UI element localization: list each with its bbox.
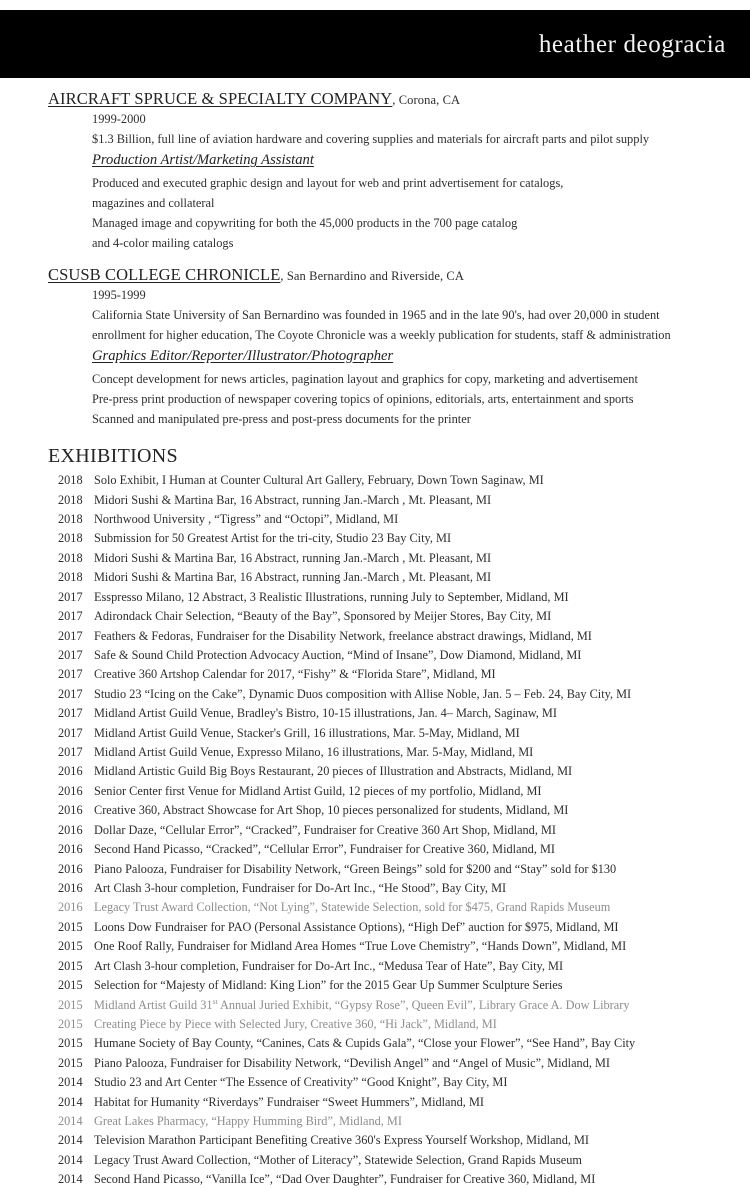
exhibition-year: 2016 — [58, 803, 83, 818]
exhibition-row — [58, 529, 750, 548]
exhibition-row — [58, 1151, 750, 1170]
exhibition-year: 2017 — [58, 628, 83, 643]
exhibition-year: 2016 — [58, 842, 83, 857]
exhibition-description: Safe & Sound Child Protection Advocacy Auction, “Mind of Insane”, Dow Diamond, Midland, MI — [94, 647, 582, 662]
exhibition-year: 2018 — [58, 492, 83, 507]
exhibition-row — [58, 801, 750, 820]
exhibition-description: Creative 360, Abstract Showcase for Art Shop, 10 pieces personalized for students, Midland, MI — [94, 803, 569, 818]
experience-entry-csusb-chronicle — [0, 264, 750, 430]
exhibition-year: 2017 — [58, 609, 83, 624]
job-bullet: and 4-color mailing catalogs — [92, 236, 234, 251]
exhibition-description: Midori Sushi & Martina Bar, 16 Abstract, running Jan.-March , Mt. Pleasant, MI — [94, 570, 492, 585]
exhibition-description: Second Hand Picasso, “Vanilla Ice”, “Dad Over Daughter”, Fundraiser for Creative 360, Midland, MI — [94, 1172, 596, 1187]
job-bullet: Pre-press print production of newspaper covering topics of opinions, editorials, arts, entertainment and sports — [92, 391, 634, 406]
exhibition-row — [58, 1054, 750, 1073]
exhibition-year: 2014 — [58, 1133, 83, 1148]
exhibition-description: Loons Dow Fundraiser for PAO (Personal Assistance Options), “High Def” auction for $975, Midland, MI — [94, 919, 619, 934]
resume-owner-name: heather deogracia — [538, 30, 726, 58]
exhibition-description: Art Clash 3-hour completion, Fundraiser for Do-Art Inc., “He Stood”, Bay City, MI — [94, 880, 507, 895]
job-bullet: Scanned and manipulated pre-press and post-press documents for the printer — [92, 412, 471, 427]
exhibition-description: Piano Palooza, Fundraiser for Disability Network, “Green Beings” sold for $200 and “Stay” sold for $130 — [94, 861, 617, 876]
exhibition-row — [58, 665, 750, 684]
resume-body — [0, 78, 750, 1190]
exhibition-description: Habitat for Humanity “Riverdays” Fundraiser “Sweet Hummers”, Midland, MI — [94, 1094, 484, 1109]
exhibition-row — [58, 743, 750, 762]
exhibition-year: 2014 — [58, 1152, 83, 1167]
job-dates: 1995-1999 — [92, 287, 146, 302]
exhibition-row — [58, 1170, 750, 1189]
exhibition-description: Creative 360 Artshop Calendar for 2017, “Fishy” & “Florida Stare”, Midland, MI — [94, 667, 496, 682]
exhibition-year: 2017 — [58, 589, 83, 604]
job-summary: California State University of San Bernardino was founded in 1965 and in the late 90's, had over 20,000 in student — [92, 307, 660, 322]
exhibition-description: Midori Sushi & Martina Bar, 16 Abstract, running Jan.-March , Mt. Pleasant, MI — [94, 550, 492, 565]
exhibition-year: 2015 — [58, 919, 83, 934]
exhibitions-list — [0, 471, 750, 1190]
exhibition-description: Midori Sushi & Martina Bar, 16 Abstract, running Jan.-March , Mt. Pleasant, MI — [94, 492, 492, 507]
job-detail-lines — [0, 285, 750, 429]
exhibition-row — [58, 782, 750, 801]
exhibition-row — [58, 821, 750, 840]
exhibition-description: Solo Exhibit, I Human at Counter Cultural Art Gallery, February, Down Town Saginaw, MI — [94, 473, 544, 488]
exhibition-row — [58, 976, 750, 995]
job-heading — [0, 88, 750, 109]
exhibition-description: Esspresso Milano, 12 Abstract, 3 Realistic Illustrations, running July to September, Midland, MI — [94, 589, 569, 604]
job-bullet: Produced and executed graphic design and layout for web and print advertisement for catalogs, — [92, 176, 564, 191]
job-detail-lines — [0, 109, 750, 253]
job-summary: $1.3 Billion, full line of aviation hardware and covering supplies and materials for aircraft parts and pilot supply — [92, 132, 650, 147]
exhibition-row — [58, 627, 750, 646]
job-title: Production Artist/Marketing Assistant — [92, 152, 314, 169]
exhibition-year: 2015 — [58, 1055, 83, 1070]
exhibition-row — [58, 568, 750, 587]
exhibition-row — [58, 491, 750, 510]
exhibition-year: 2017 — [58, 745, 83, 760]
exhibition-row — [58, 918, 750, 937]
exhibition-year: 2015 — [58, 997, 83, 1012]
exhibition-description: Dollar Daze, “Cellular Error”, “Cracked”, Fundraiser for Creative 360 Art Shop, Midland, MI — [94, 822, 557, 837]
exhibition-description: Midland Artist Guild Venue, Bradley's Bistro, 10-15 illustrations, Jan. 4– March, Saginaw, MI — [94, 706, 557, 721]
exhibition-description: Legacy Trust Award Collection, “Not Lying”, Statewide Selection, sold for $475, Grand Rapids Museum — [94, 900, 611, 915]
exhibition-description: Humane Society of Bay County, “Canines, Cats & Cupids Gala”, “Close your Flower”, “See Hand”, Bay City — [94, 1036, 636, 1051]
job-title-wrapper — [92, 345, 750, 369]
job-location: , San Bernardino and Riverside, CA — [280, 268, 464, 283]
exhibition-description: Feathers & Fedoras, Fundraiser for the Disability Network, freelance abstract drawings, Midland, MI — [94, 628, 592, 643]
exhibition-row — [58, 840, 750, 859]
exhibition-row — [58, 937, 750, 956]
exhibition-row — [58, 1034, 750, 1053]
experience-entry-aircraft-spruce — [0, 88, 750, 254]
job-title: Graphics Editor/Reporter/Illustrator/Photographer — [92, 347, 394, 364]
exhibition-year: 2017 — [58, 725, 83, 740]
exhibition-row — [58, 471, 750, 490]
exhibition-row — [58, 724, 750, 743]
exhibition-row — [58, 607, 750, 626]
exhibition-year: 2015 — [58, 939, 83, 954]
exhibition-year: 2016 — [58, 900, 83, 915]
exhibition-description: Piano Palooza, Fundraiser for Disability Network, “Devilish Angel” and “Angel of Music”, Midland, MI — [94, 1055, 611, 1070]
exhibition-row — [58, 646, 750, 665]
exhibition-year: 2016 — [58, 783, 83, 798]
exhibition-year: 2015 — [58, 1036, 83, 1051]
exhibition-year: 2014 — [58, 1094, 83, 1109]
exhibition-row — [58, 957, 750, 976]
job-company-name: CSUSB COLLEGE CHRONICLE — [48, 264, 281, 284]
exhibition-year: 2018 — [58, 550, 83, 565]
exhibition-description: Submission for 50 Greatest Artist for the tri-city, Studio 23 Bay City, MI — [94, 531, 452, 546]
job-bullet: Concept development for news articles, pagination layout and graphics for copy, marketing and advertisement — [92, 371, 638, 386]
exhibition-description: Midland Artist Guild Venue, Stacker's Grill, 16 illustrations, Mar. 5-May, Midland, MI — [94, 725, 520, 740]
exhibition-description: Television Marathon Participant Benefiting Creative 360's Express Yourself Workshop, Midland, MI — [94, 1133, 590, 1148]
exhibition-description: Midland Artistic Guild Big Boys Restaurant, 20 pieces of Illustration and Abstracts, Midland, MI — [94, 764, 573, 779]
job-summary-continued: enrollment for higher education, The Coyote Chronicle was a weekly publication for students, staff & administration — [92, 327, 671, 342]
exhibition-year: 2018 — [58, 570, 83, 585]
exhibition-year: 2018 — [58, 473, 83, 488]
exhibition-year: 2017 — [58, 647, 83, 662]
exhibition-year: 2018 — [58, 531, 83, 546]
job-heading — [0, 264, 750, 285]
exhibition-year: 2017 — [58, 686, 83, 701]
exhibition-row — [58, 510, 750, 529]
exhibition-description: Midland Artist Guild Venue, Expresso Milano, 16 illustrations, Mar. 5-May, Midland, MI — [94, 745, 534, 760]
exhibition-description: Selection for “Majesty of Midland: King Lion” for the 2015 Gear Up Summer Sculpture Series — [94, 978, 563, 993]
exhibition-row — [58, 1131, 750, 1150]
job-title-wrapper — [92, 149, 750, 173]
exhibition-year: 2014 — [58, 1114, 83, 1129]
exhibition-description: Art Clash 3-hour completion, Fundraiser for Do-Art Inc., “Medusa Tear of Hate”, Bay City, MI — [94, 958, 564, 973]
job-bullet: Managed image and copywriting for both the 45,000 products in the 700 page catalog — [92, 216, 518, 231]
exhibition-row — [58, 549, 750, 568]
header-banner — [0, 10, 750, 78]
exhibition-description: Studio 23 “Icing on the Cake”, Dynamic Duos composition with Allise Noble, Jan. 5 – Feb. 24, Bay City, MI — [94, 686, 632, 701]
exhibition-row — [58, 685, 750, 704]
exhibition-year: 2016 — [58, 764, 83, 779]
exhibition-year: 2017 — [58, 667, 83, 682]
exhibition-row — [58, 860, 750, 879]
exhibition-description: Midland Artist Guild 31st Annual Juried Exhibit, “Gypsy Rose”, Queen Evil”, Library Grace A. Dow Library — [94, 996, 630, 1012]
exhibition-year: 2017 — [58, 706, 83, 721]
job-dates: 1999-2000 — [92, 112, 146, 127]
exhibition-description: One Roof Rally, Fundraiser for Midland Area Homes “True Love Chemistry”, “Hands Down”, Midland, MI — [94, 939, 627, 954]
exhibition-year: 2018 — [58, 511, 83, 526]
job-company-name: AIRCRAFT SPRUCE & SPECIALTY COMPANY — [48, 89, 393, 108]
job-bullet: magazines and collateral — [92, 196, 215, 211]
exhibition-row — [58, 1093, 750, 1112]
exhibition-row — [58, 898, 750, 917]
job-location: , Corona, CA — [392, 93, 461, 107]
exhibition-year: 2014 — [58, 1172, 83, 1187]
exhibition-description: Northwood University , “Tigress” and “Octopi”, Midland, MI — [94, 511, 399, 526]
exhibition-year: 2015 — [58, 1016, 83, 1031]
exhibition-row — [58, 996, 750, 1015]
exhibition-description: Great Lakes Pharmacy, “Happy Humming Bird”, Midland, MI — [94, 1114, 402, 1129]
exhibition-year: 2015 — [58, 978, 83, 993]
exhibition-description: Studio 23 and Art Center “The Essence of Creativity” “Good Knight”, Bay City, MI — [94, 1075, 508, 1090]
exhibition-row — [58, 588, 750, 607]
exhibition-row — [58, 1073, 750, 1092]
exhibition-row — [58, 1015, 750, 1034]
exhibition-year: 2014 — [58, 1075, 83, 1090]
exhibition-description: Senior Center first Venue for Midland Artist Guild, 12 pieces of my portfolio, Midland, MI — [94, 783, 542, 798]
exhibition-row — [58, 762, 750, 781]
exhibition-description: Adirondack Chair Selection, “Beauty of the Bay”, Sponsored by Meijer Stores, Bay City, MI — [94, 609, 552, 624]
exhibition-description: Legacy Trust Award Collection, “Mother of Literacy”, Statewide Selection, Grand Rapids Museum — [94, 1152, 582, 1167]
exhibition-year: 2016 — [58, 861, 83, 876]
exhibition-description: Creating Piece by Piece with Selected Jury, Creative 360, “Hi Jack”, Midland, MI — [94, 1016, 497, 1031]
exhibition-row — [58, 879, 750, 898]
exhibitions-section-title: EXHIBITIONS — [48, 445, 178, 468]
exhibition-year: 2015 — [58, 958, 83, 973]
exhibition-year: 2016 — [58, 822, 83, 837]
exhibition-year: 2016 — [58, 880, 83, 895]
exhibition-row — [58, 1112, 750, 1131]
exhibition-row — [58, 704, 750, 723]
exhibition-description: Second Hand Picasso, “Cracked”, “Cellular Error”, Fundraiser for Creative 360, Midland, MI — [94, 842, 555, 857]
